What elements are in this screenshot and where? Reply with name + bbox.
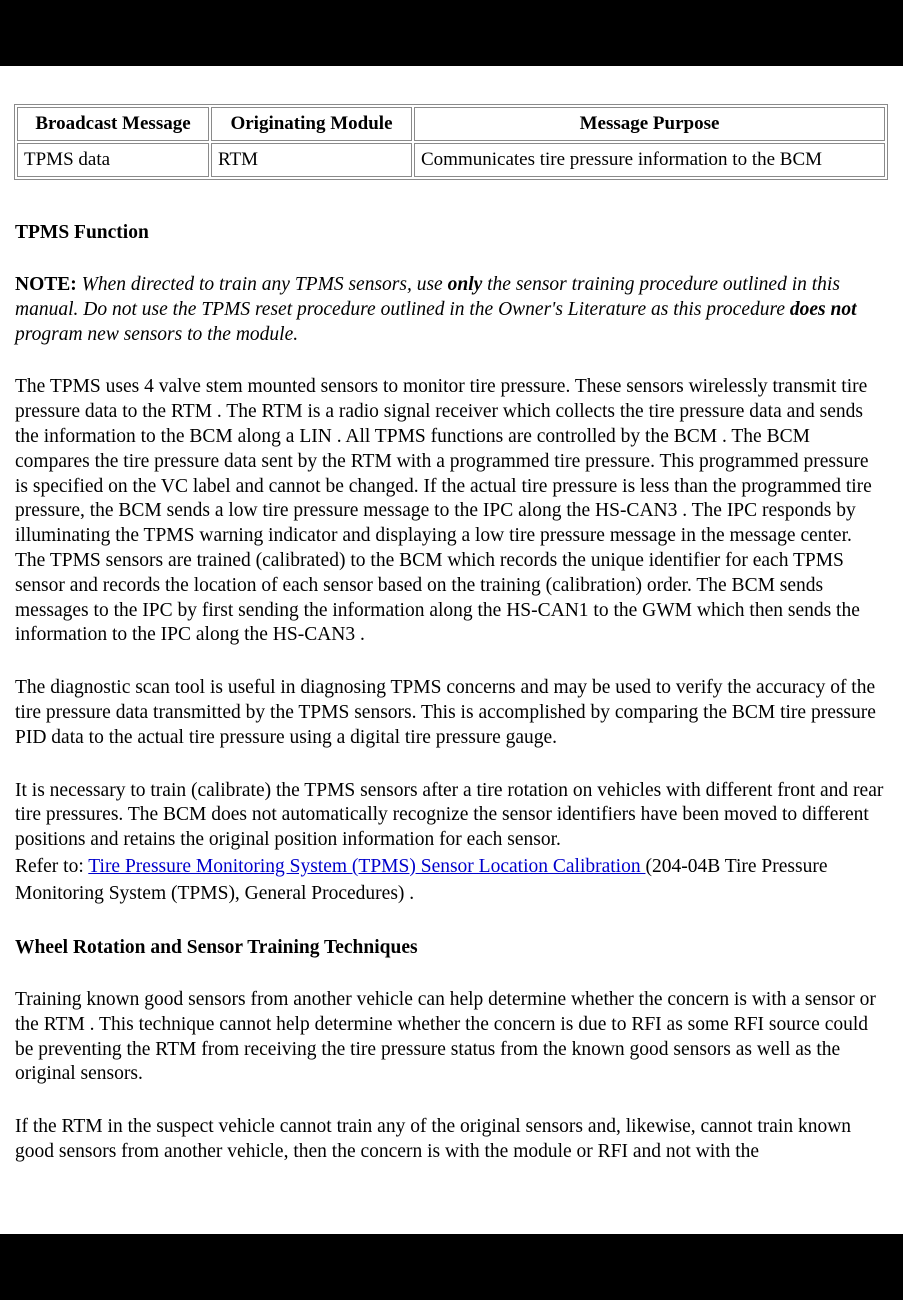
document-content	[15, 104, 885, 1165]
table-header-cell: Originating Module	[211, 107, 412, 141]
section-heading-wheel-rotation: Wheel Rotation and Sensor Training Techniques	[15, 936, 418, 958]
table-cell: TPMS data	[17, 143, 209, 177]
known-good-sensors-paragraph: Training known good sensors from another vehicle can help determine whether the concern is with a sensor or the RTM . This technique cannot help determine whether the concern is due to RFI as some RFI source could be preventing the RTM from receiving the tire pressure status from the known good sensors as well as the original sensors.	[15, 988, 876, 1085]
table-cell: RTM	[211, 143, 412, 177]
table-row	[17, 143, 885, 177]
broadcast-message-table	[14, 104, 888, 180]
section-heading-tpms-function: TPMS Function	[15, 222, 149, 243]
tpms-calibration-link[interactable]: Tire Pressure Monitoring System (TPMS) Sensor Location Calibration	[88, 855, 646, 877]
table-header-cell: Message Purpose	[414, 107, 885, 141]
table-header-row	[17, 107, 885, 141]
suspect-vehicle-paragraph: If the RTM in the suspect vehicle cannot train any of the original sensors and, likewise, cannot train known good sensors from another vehicle, then the concern is with the module or RFI and not with the	[15, 1116, 852, 1162]
scan-tool-paragraph: The diagnostic scan tool is useful in diagnosing TPMS concerns and may be used to verify the accuracy of the tire pressure data transmitted by the TPMS sensors. This is accomplished by comparing the BCM tire pressure PID data to the actual tire pressure using a digital tire pressure gauge.	[15, 677, 876, 748]
table-cell: Communicates tire pressure information to the BCM	[414, 143, 885, 177]
training-paragraph: It is necessary to train (calibrate) the TPMS sensors after a tire rotation on vehicles with different front and rear tire pressures. The BCM does not automatically recognize the sensor identifiers have been moved to different positions and retains the original position information for each sensor.	[15, 779, 884, 851]
tpms-description-paragraph: The TPMS uses 4 valve stem mounted sensors to monitor tire pressure. These sensors wirelessly transmit tire pressure data to the RTM . The RTM is a radio signal receiver which collects the tire pressure data and sends the information to the BCM along a LIN . All TPMS functions are controlled by the BCM . The BCM compares the tire pressure data sent by the RTM with a programmed tire pressure. This programmed pressure is specified on the VC label and cannot be changed. If the actual tire pressure is less than the programmed tire pressure, the BCM sends a low tire pressure message to the IPC along the HS-CAN3 . The IPC responds by illuminating the TPMS warning indicator and displaying a low tire pressure message in the message center. The TPMS sensors are trained (calibrated) to the BCM which records the unique identifier for each TPMS sensor and records the location of each sensor based on the training (calibration) order. The BCM sends messages to the IPC by first sending the information along the HS-CAN1 to the GWM which then sends the information to the IPC along the HS-CAN3 .	[15, 376, 872, 646]
table-header-cell: Broadcast Message	[17, 107, 209, 141]
refer-to-line: Refer to: Tire Pressure Monitoring System (TPMS) Sensor Location Calibration (204-04B Tire Pressure Monitoring System (TPMS), General Procedures) .	[15, 855, 828, 904]
document-page	[0, 66, 903, 1234]
note-label: NOTE:	[15, 274, 77, 295]
note-paragraph: NOTE: When directed to train any TPMS sensors, use only the sensor training procedure outlined in this manual. Do not use the TPMS reset procedure outlined in the Owner's Literature as this procedure does not program new sensors to the module.	[15, 274, 857, 345]
